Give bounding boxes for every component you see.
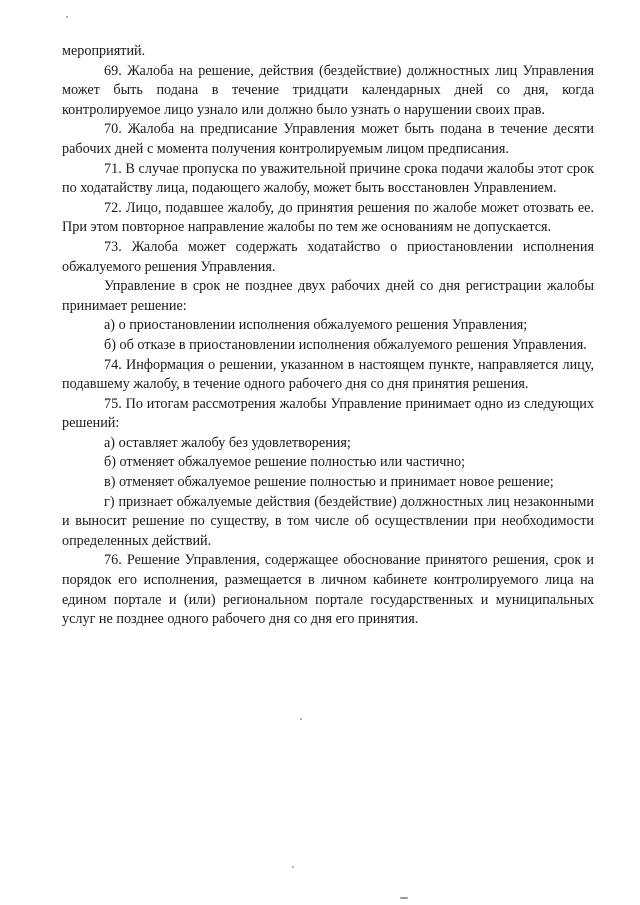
paragraph-73-item-b: б) об отказе в приостановлении исполнения обжалуемого решения Управления. [104, 336, 587, 353]
paragraph-69: 69. Жалоба на решение, действия (бездействие) должностных лиц Управления может быть подана в течение тридцати календарных дней со дня, когда контролируемое лицо узнало или должно было узнать о нарушении своих прав. [62, 62, 594, 118]
paragraph-75-item-b: б) отменяет обжалуемое решение полностью или частично; [104, 454, 466, 471]
paragraph-73: 73. Жалоба может содержать ходатайство о приостановлении исполнения обжалуемого решения Управления. [62, 238, 594, 275]
paragraph-continuation: мероприятий. [62, 43, 146, 59]
paragraph-73-item-a: а) о приостановлении исполнения обжалуемого решения Управления; [104, 317, 528, 334]
paragraph-70: 70. Жалоба на предписание Управления может быть подана в течение десяти рабочих дней с момента получения контролируемым лицом предписания. [62, 121, 594, 157]
scan-speck [300, 718, 302, 720]
paragraph-71: 71. В случае пропуска по уважительной причине срока подачи жалобы этот срок по ходатайству лица, подающего жалобу, может быть восстановлен Управлением. [62, 160, 594, 197]
scan-speck [66, 16, 68, 18]
paragraph-76: 76. Решение Управления, содержащее обоснование принятого решения, срок и порядок его исполнения, размещается в личном кабинете контролируемого лица на едином портале и (или) региональном портале государственных и муниципальных услуг не позднее одного рабочего дня со дня его принятия. [62, 552, 594, 628]
paragraph-72: 72. Лицо, подавшее жалобу, до принятия решения по жалобе может отозвать ее. При этом повторное направление жалобы по тем же основаниям не допускается. [62, 199, 594, 236]
paragraph-75-item-a: а) оставляет жалобу без удовлетворения; [104, 434, 351, 451]
paragraph-75-item-d: г) признает обжалуемые действия (бездействие) должностных лиц незаконными и выносит решение по существу, в том числе об осуществлении при необходимости определенных действий. [62, 493, 594, 549]
paragraph-75: 75. По итогам рассмотрения жалобы Управление принимает одно из следующих решений: [62, 395, 594, 432]
document-body [62, 42, 594, 630]
paragraph-73-decision: Управление в срок не позднее двух рабочих дней со дня регистрации жалобы принимает решение: [62, 278, 594, 314]
paragraph-75-item-c: в) отменяет обжалуемое решение полностью и принимает новое решение; [104, 474, 554, 491]
scan-speck [400, 897, 408, 899]
paragraph-74: 74. Информация о решении, указанном в настоящем пункте, направляется лицу, подавшему жалобу, в течение одного рабочего дня со дня принятия решения. [62, 356, 594, 393]
scan-speck [292, 866, 294, 868]
